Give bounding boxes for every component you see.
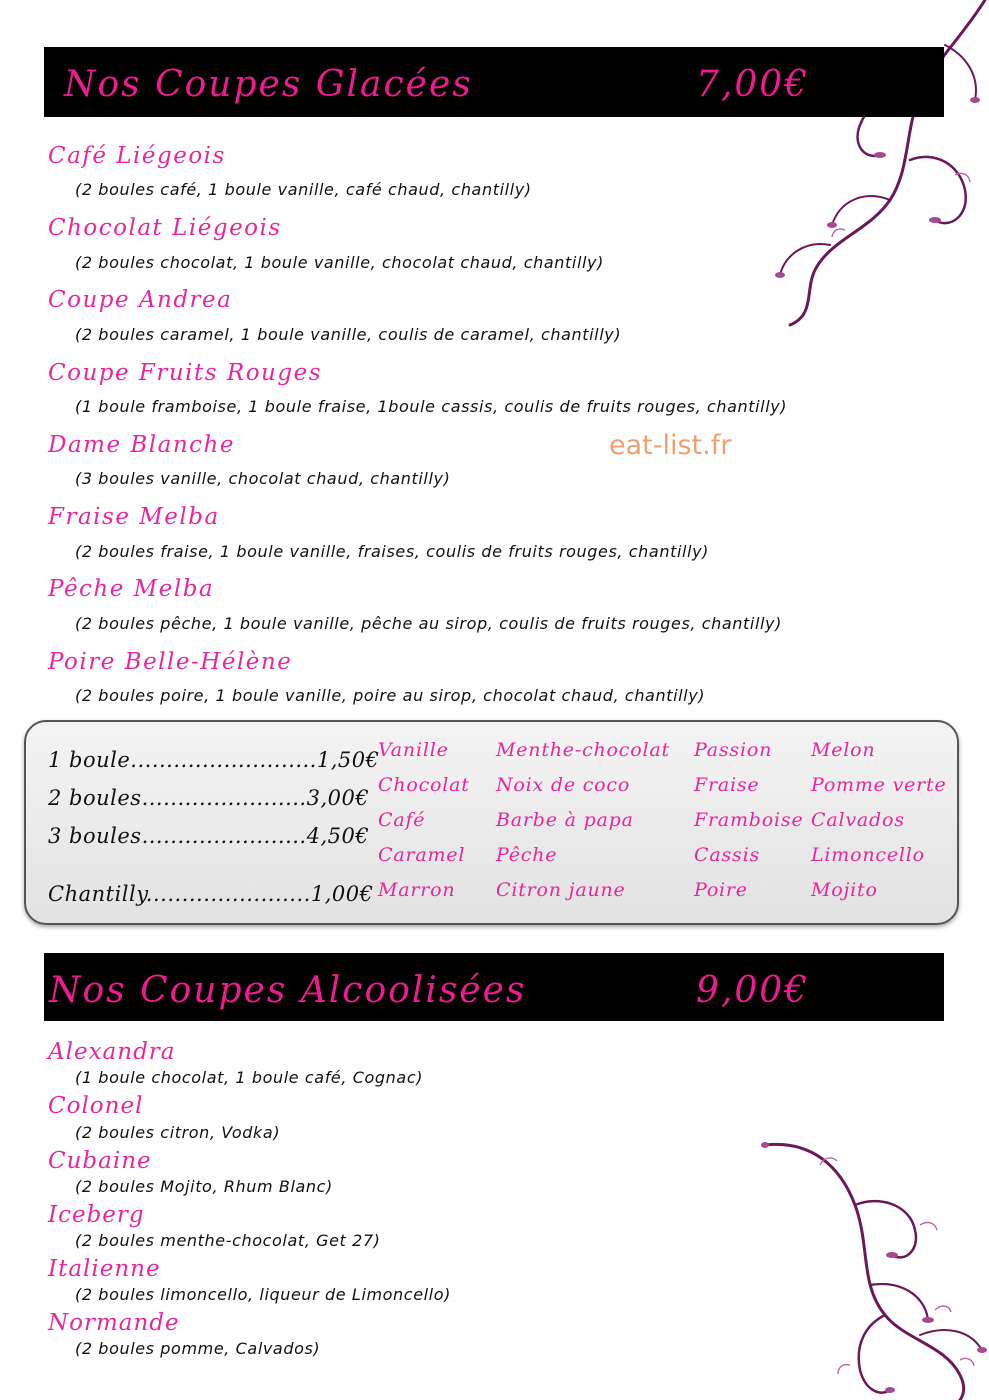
menu-item-description: (2 boules limoncello, liqueur de Limoncello): [75, 1285, 451, 1304]
scoop-price-line: 3 boules.......................4,50€: [48, 824, 370, 848]
section-price: 7,00€: [696, 64, 810, 105]
menu-item-name: Poire Belle-Hélène: [48, 649, 293, 675]
menu-item-name: Normande: [48, 1310, 180, 1336]
menu-item-description: (2 boules fraise, 1 boule vanille, fraises, coulis de fruits rouges, chantilly): [75, 542, 709, 561]
section-title: Nos Coupes Alcoolisées: [49, 970, 527, 1011]
flavor-item: Chocolat: [378, 774, 470, 796]
menu-item-description: (2 boules caramel, 1 boule vanille, coulis de caramel, chantilly): [75, 325, 622, 344]
flavor-item: Caramel: [378, 844, 466, 866]
flavor-item: Poire: [694, 879, 748, 901]
menu-item-description: (2 boules menthe-chocolat, Get 27): [75, 1231, 381, 1250]
flavor-item: Menthe-chocolat: [496, 739, 670, 761]
flavor-item: Calvados: [811, 809, 905, 831]
flavor-item: Passion: [694, 739, 773, 761]
menu-item-name: Coupe Andrea: [48, 287, 233, 313]
flavor-item: Vanille: [378, 739, 449, 761]
section-title: Nos Coupes Glacées: [64, 64, 473, 105]
flavor-item: Limoncello: [811, 844, 925, 866]
floral-swirl-icon-bottom: [760, 1135, 989, 1400]
menu-item-description: (2 boules café, 1 boule vanille, café chaud, chantilly): [75, 180, 532, 199]
scoop-price-line: Chantilly.......................1,00€: [48, 882, 374, 906]
menu-item-description: (3 boules vanille, chocolat chaud, chantilly): [75, 469, 451, 488]
menu-item-name: Italienne: [48, 1256, 161, 1282]
menu-item-description: (2 boules Mojito, Rhum Blanc): [75, 1177, 333, 1196]
section-header-alcoolisees: [44, 953, 944, 1021]
scoop-price-line: 1 boule..........................1,50€: [48, 748, 380, 772]
flavor-item: Melon: [811, 739, 876, 761]
menu-item-name: Café Liégeois: [48, 143, 226, 169]
flavor-item: Mojito: [811, 879, 878, 901]
menu-item-description: (1 boule chocolat, 1 boule café, Cognac): [75, 1068, 424, 1087]
flavor-item: Noix de coco: [496, 774, 631, 796]
flavor-item: Framboise: [694, 809, 804, 831]
section-price: 9,00€: [696, 970, 810, 1011]
menu-item-name: Fraise Melba: [48, 504, 220, 530]
watermark-text: eat-list.fr: [609, 430, 732, 461]
menu-item-description: (2 boules pomme, Calvados): [75, 1339, 321, 1358]
menu-item-name: Dame Blanche: [48, 432, 235, 458]
menu-item-name: Iceberg: [48, 1202, 145, 1228]
menu-item-name: Pêche Melba: [48, 576, 215, 602]
menu-item-name: Cubaine: [48, 1148, 152, 1174]
flavor-item: Cassis: [694, 844, 760, 866]
menu-item-name: Alexandra: [48, 1039, 176, 1065]
menu-item-description: (1 boule framboise, 1 boule fraise, 1boule cassis, coulis de fruits rouges, chantilly): [75, 397, 788, 416]
flavor-item: Café: [378, 809, 426, 831]
menu-item-description: (2 boules poire, 1 boule vanille, poire au sirop, chocolat chaud, chantilly): [75, 686, 706, 705]
menu-item-description: (2 boules citron, Vodka): [75, 1123, 281, 1142]
menu-item-name: Colonel: [48, 1093, 144, 1119]
flavor-item: Pêche: [496, 844, 558, 866]
section-header-glacees: [44, 47, 944, 117]
flavor-item: Citron jaune: [496, 879, 626, 901]
menu-item-description: (2 boules pêche, 1 boule vanille, pêche au sirop, coulis de fruits rouges, chantilly): [75, 614, 782, 633]
flavor-item: Marron: [378, 879, 456, 901]
menu-item-name: Chocolat Liégeois: [48, 215, 282, 241]
menu-item-description: (2 boules chocolat, 1 boule vanille, chocolat chaud, chantilly): [75, 253, 604, 272]
scoop-price-line: 2 boules.......................3,00€: [48, 786, 370, 810]
flavor-item: Barbe à papa: [496, 809, 634, 831]
menu-item-name: Coupe Fruits Rouges: [48, 360, 322, 386]
flavor-item: Pomme verte: [811, 774, 947, 796]
flavor-item: Fraise: [694, 774, 760, 796]
